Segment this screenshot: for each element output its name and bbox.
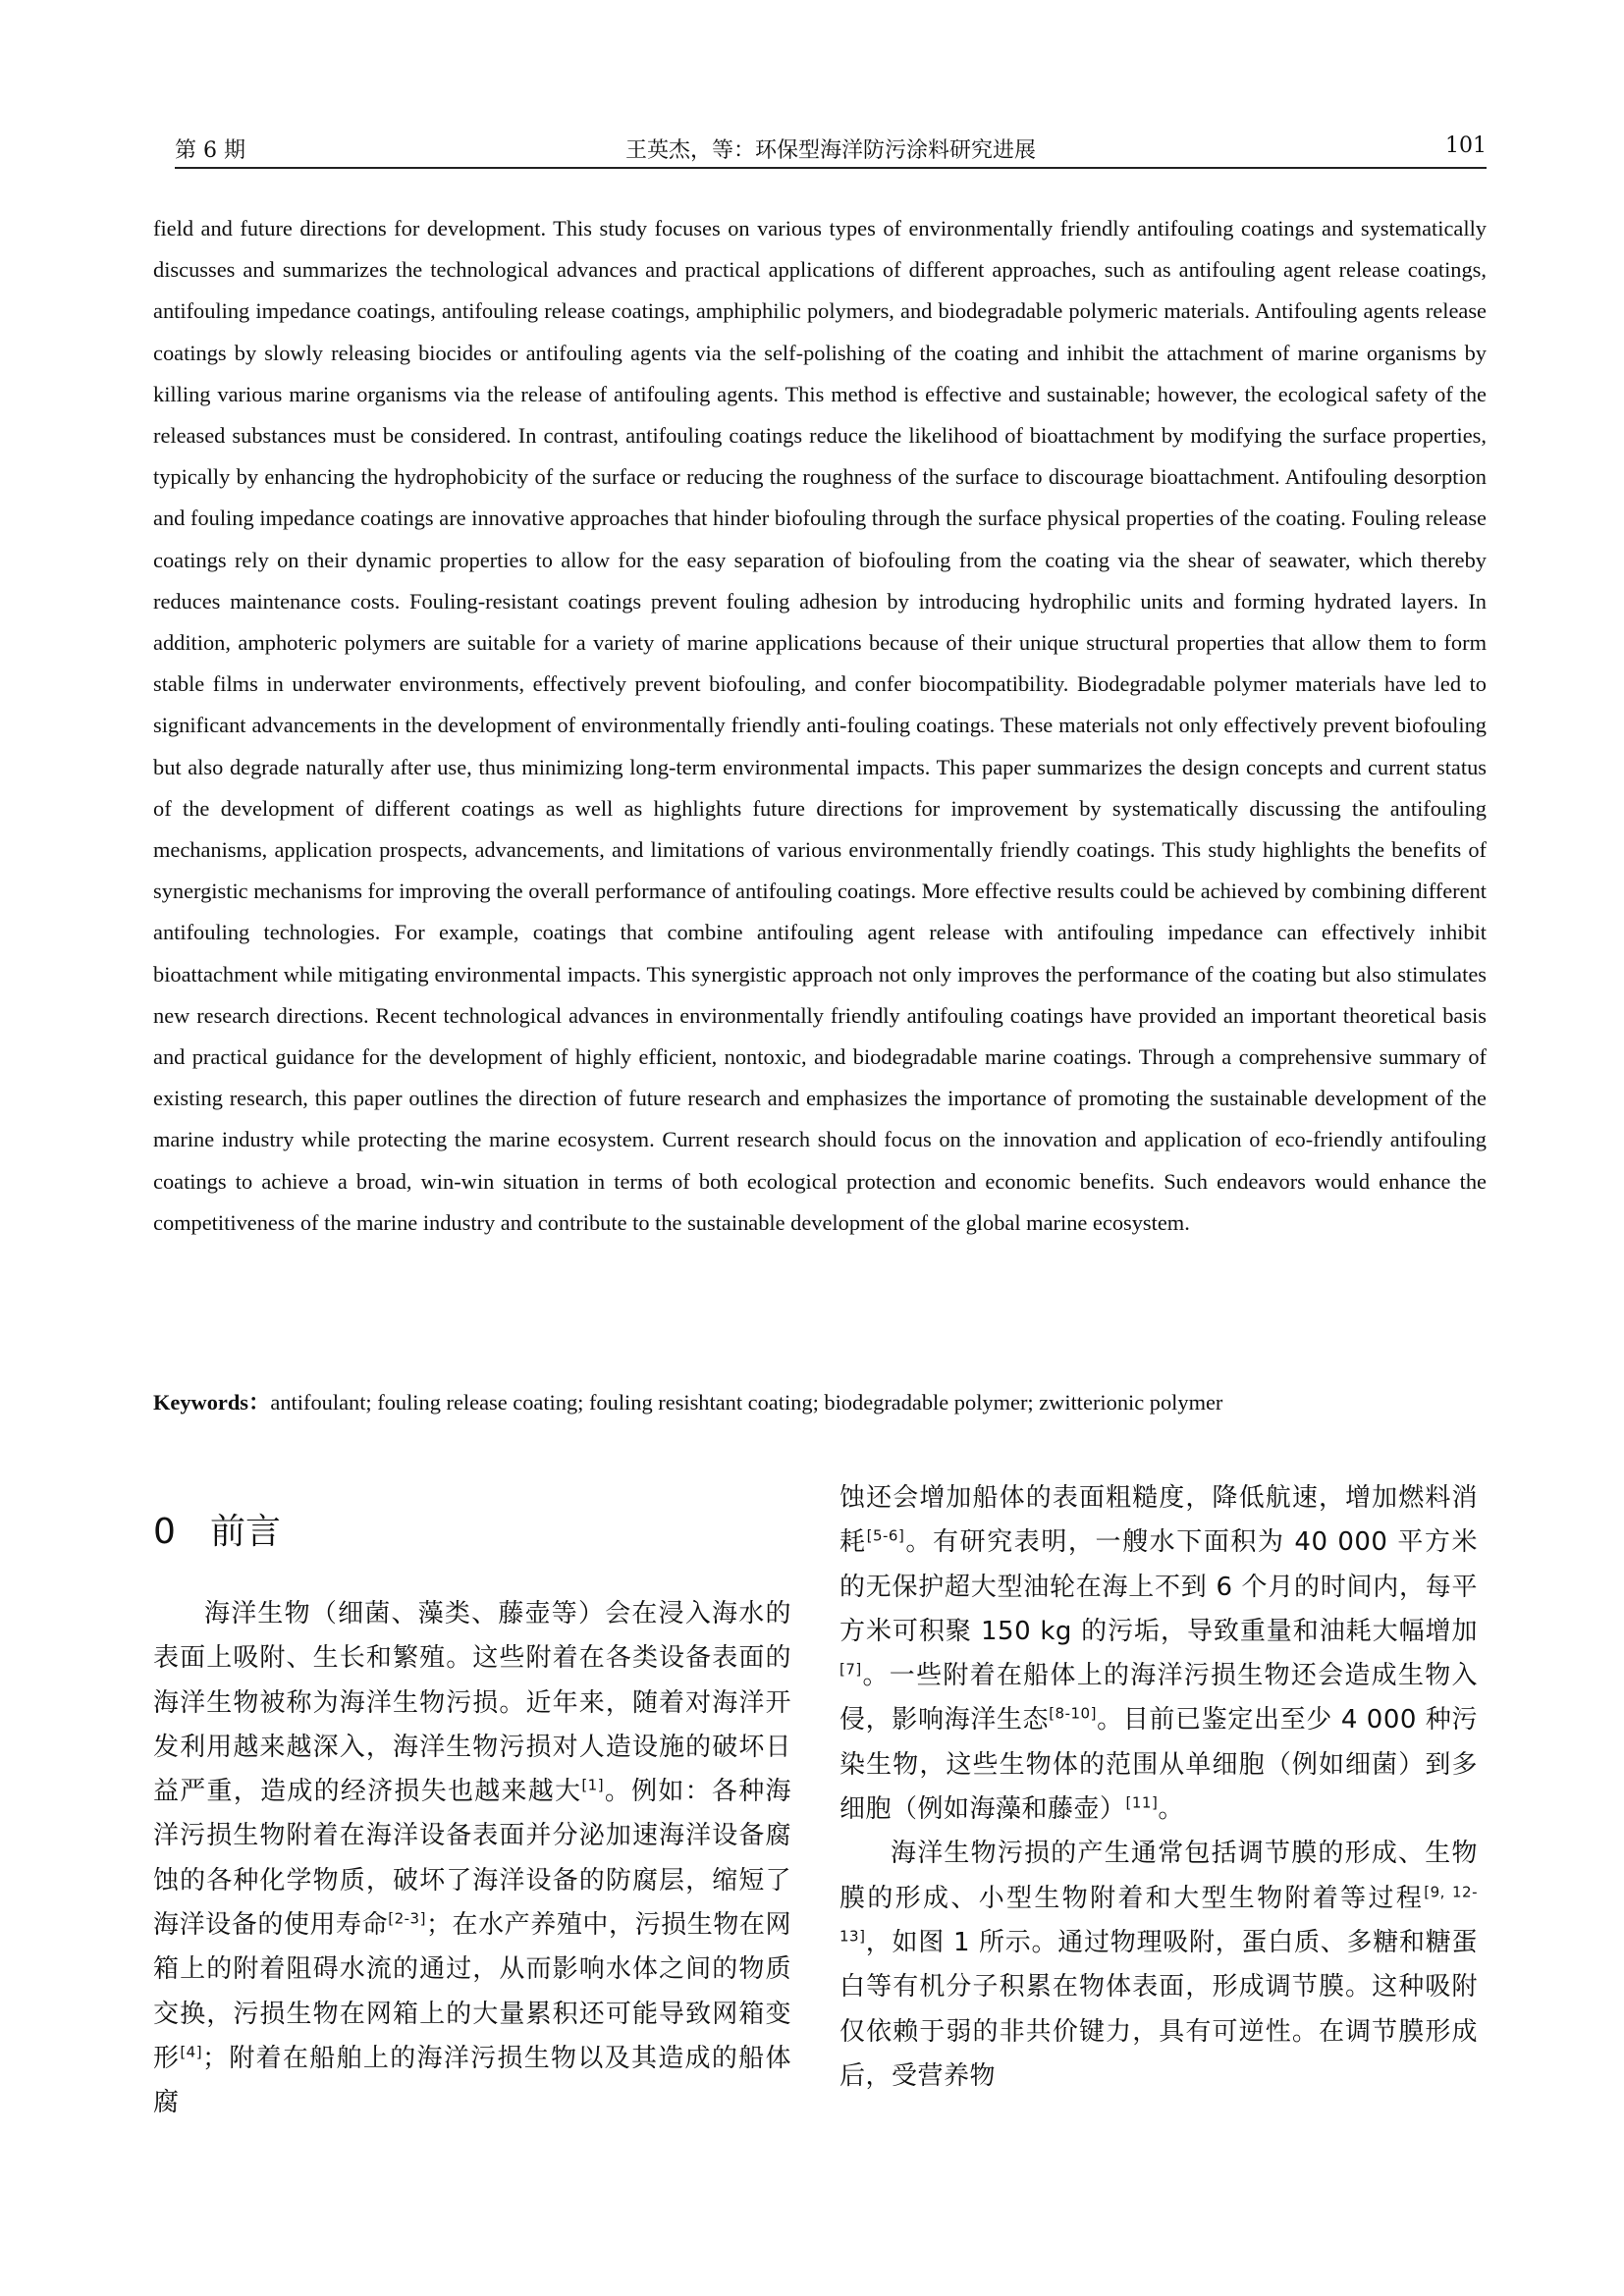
running-title: 王英杰，等：环保型海洋防污涂料研究进展 xyxy=(624,138,1036,163)
text-run: 海洋生物污损的产生通常包括调节膜的形成、生物膜的形成、小型生物附着和大型生物附着等过程 xyxy=(839,1839,1478,1913)
text-run: 。有研究表明，一艘水下面积为 40 000 平方米的无保护超大型油轮在海上不到 6 个月的时间内，每平方米可积聚 150 kg 的污垢，导致重量和油耗大幅增加 xyxy=(839,1527,1478,1646)
citation[interactable]: [11] xyxy=(1125,1793,1159,1812)
intro-paragraph-1 xyxy=(153,1592,791,2126)
text-run: 海洋生物（细菌、藻类、藤壶等）会在浸入海水的表面上吸附、生长和繁殖。这些附着在各类设备表面的海洋生物被称为海洋生物污损。近年来，随着对海洋开发利用越来越深入，海洋生物污损对人造设施的破坏日益严重，造成的经济损失也越来越大 xyxy=(153,1599,791,1807)
keywords-text: antifoulant; fouling release coating; fouling resishtant coating; biodegradable polymer; zwitterionic polymer xyxy=(270,1390,1223,1415)
section-number: 0 xyxy=(153,1512,176,1552)
keywords xyxy=(153,1382,1487,1423)
issue-number: 第 6 期 xyxy=(175,138,245,163)
text-run: 。例如：各种海洋污损生物附着在海洋设备表面并分泌加速海洋设备腐蚀的各种化学物质，破坏了海洋设备的防腐层，缩短了海洋设备的使用寿命 xyxy=(153,1777,791,1941)
intro-paragraph-1-continued xyxy=(839,1476,1478,1832)
section-title: 前言 xyxy=(210,1512,282,1552)
text-run: ，如图 1 所示。通过物理吸附，蛋白质、多糖和糖蛋白等有机分子积累在物体表面，形成调节膜。这种吸附仅依赖于弱的非共价键力，具有可逆性。在调节膜形成后，受营养物 xyxy=(839,1927,1478,2091)
text-run: ；附着在船舶上的海洋污损生物以及其造成的船体腐 xyxy=(153,2043,791,2118)
citation[interactable]: [9, 12-13] xyxy=(839,1883,1478,1946)
citation[interactable]: [7] xyxy=(839,1660,862,1679)
citation[interactable]: [2-3] xyxy=(388,1909,426,1928)
abstract-text: field and future directions for development. This study focuses on various types of environmentally friendly antifouling coatings and systematically discusses and summarizes the technological advances and practical applications of different approaches, such as antifouling agent release coatings, antifouling impedance coatings, antifouling release coatings, amphiphilic polymers, and biodegradable polymeric materials. Antifouling agents release coatings by slowly releasing biocides or antifouling agents via the self-polishing of the coating and inhibit the attachment of marine organisms by killing various marine organisms via the release of antifouling agents. This method is effective and sustainable; however, the ecological safety of the released substances must be considered. In contrast, antifouling coatings reduce the likelihood of bioattachment by modifying the surface properties, typically by enhancing the hydrophobicity of the surface or reducing the roughness of the surface to discourage bioattachment. Antifouling desorption and fouling impedance coatings are innovative approaches that hinder biofouling through the surface physical properties of the coating. Fouling release coatings rely on their dynamic properties to allow for the easy separation of biofouling from the coating via the shear of seawater, which thereby reduces maintenance costs. Fouling-resistant coatings prevent fouling adhesion by introducing hydrophilic units and forming hydrated layers. In addition, amphoteric polymers are suitable for a variety of marine applications because of their unique structural properties that allow them to form stable films in underwater environments, effectively prevent biofouling, and confer biocompatibility. Biodegradable polymer materials have led to significant advancements in the development of environmentally friendly anti-fouling coatings. These materials not only effectively prevent biofouling but also degrade naturally after use, thus minimizing long-term environmental impacts. This paper summarizes the design concepts and current status of the development of different coatings as well as highlights future directions for improvement by systematically discussing the antifouling mechanisms, application prospects, advancements, and limitations of various environmentally friendly coatings. This study highlights the benefits of synergistic mechanisms for improving the overall performance of antifouling coatings. More effective results could be achieved by combining different antifouling technologies. For example, coatings that combine antifouling agent release with antifouling impedance can effectively inhibit bioattachment while mitigating environmental impacts. This synergistic approach not only improves the performance of the coating but also stimulates new research directions. Recent technological advances in environmentally friendly antifouling coatings have provided an important theoretical basis and practical guidance for the development of highly efficient, nontoxic, and biodegradable marine coatings. Through a comprehensive summary of existing research, this paper outlines the direction of future research and emphasizes the importance of promoting the sustainable development of the marine industry while protecting the marine ecosystem. Current research should focus on the innovation and application of eco-friendly antifouling coatings to achieve a broad, win-win situation in terms of both ecological protection and economic benefits. Such endeavors would enhance the competitiveness of the marine industry and contribute to the sustainable development of the global marine ecosystem. xyxy=(153,216,1487,1235)
citation[interactable]: [8-10] xyxy=(1049,1704,1097,1723)
text-run: 蚀还会增加船体的表面粗糙度，降低航速，增加燃料消耗 xyxy=(839,1483,1478,1558)
citation[interactable]: [4] xyxy=(180,2043,203,2061)
section-heading xyxy=(153,1476,791,1592)
citation[interactable]: [5-6] xyxy=(866,1526,905,1545)
text-run: ；在水产养殖中，污损生物在网箱上的附着阻碍水流的通过，从而影响水体之间的物质交换，污损生物在网箱上的大量累积还可能导致网箱变形 xyxy=(153,1910,791,2073)
intro-paragraph-2 xyxy=(839,1832,1478,2099)
text-run: 。目前已鉴定出至少 4 000 种污染生物，这些生物体的范围从单细胞（例如细菌）到多细胞（例如海藻和藤壶） xyxy=(839,1705,1478,1825)
text-run: 。一些附着在船体上的海洋污损生物还会造成生物入侵，影响海洋生态 xyxy=(839,1661,1478,1735)
text-run: 。 xyxy=(1158,1794,1184,1825)
right-column xyxy=(839,1476,1478,2099)
citation[interactable]: [1] xyxy=(581,1776,605,1794)
keywords-label: Keywords： xyxy=(153,1390,271,1415)
page-number: 101 xyxy=(1445,133,1487,158)
running-head xyxy=(175,133,1487,169)
left-column xyxy=(153,1476,791,2126)
